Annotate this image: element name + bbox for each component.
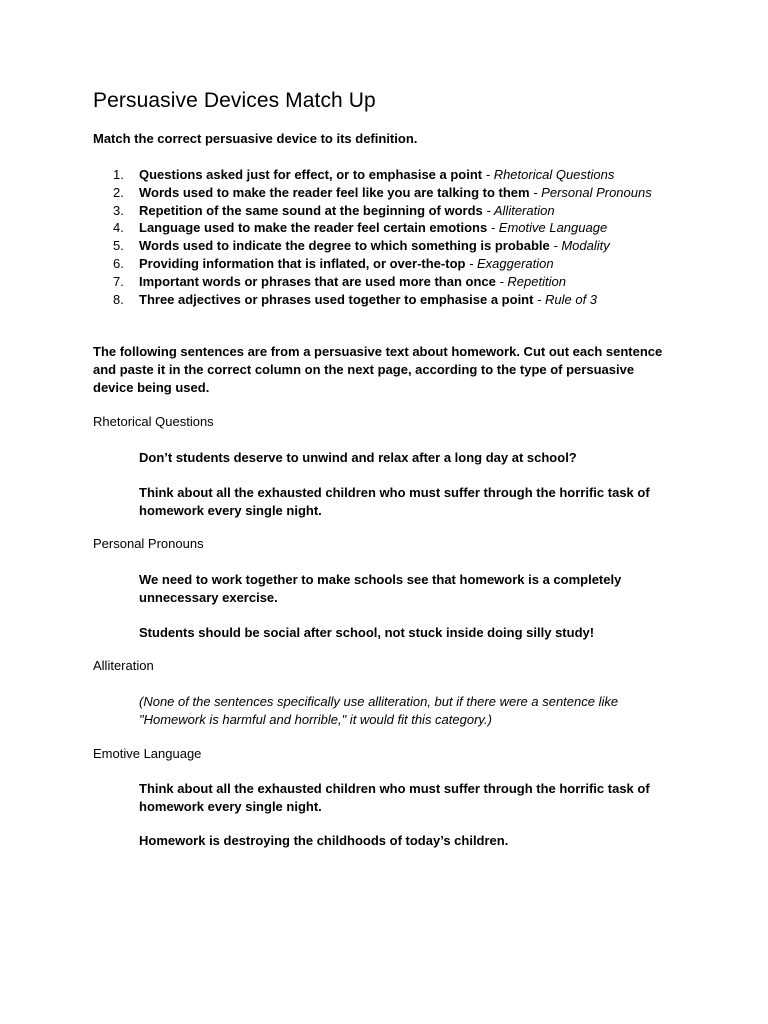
device-list (113, 166, 673, 308)
item-number: 5. (113, 238, 124, 254)
sentence-emotive-2: Homework is destroying the childhoods of today’s children. (139, 833, 509, 848)
cut-paste-instructions: The following sentences are from a persuasive text about homework. Cut out each sentence and paste it in the correct column on the next page, according to the type of persuasive device being used. (93, 344, 663, 395)
item-definition: Questions asked just for effect, or to emphasise a point (139, 167, 483, 182)
list-item (113, 255, 673, 273)
list-item (113, 184, 673, 202)
item-definition: Providing information that is inflated, or over-the-top (139, 255, 466, 271)
item-definition: Repetition of the same sound at the beginning of words (139, 202, 483, 218)
item-device: - Modality (549, 238, 610, 254)
item-device: - Emotive Language (487, 220, 608, 236)
list-item (113, 219, 673, 237)
page-title: Persuasive Devices Match Up (93, 89, 376, 112)
section-heading-rhetorical: Rhetorical Questions (93, 414, 214, 429)
item-number: 2. (113, 184, 124, 200)
list-item (113, 166, 673, 184)
item-device: - Rhetorical Questions (482, 167, 615, 182)
list-item (113, 273, 673, 291)
sentence-pronouns-1: We need to work together to make schools see that homework is a completely unnecessary exercise. (139, 572, 622, 605)
list-item (113, 237, 673, 255)
sentence-rhetorical-1: Don’t students deserve to unwind and relax after a long day at school? (139, 450, 577, 465)
item-number: 8. (113, 291, 124, 307)
item-definition: Words used to indicate the degree to which something is probable (139, 238, 550, 254)
item-device: - Exaggeration (465, 255, 554, 271)
item-device: - Personal Pronouns (529, 184, 652, 200)
item-device: - Alliteration (482, 202, 555, 218)
sentence-pronouns-2: Students should be social after school, not stuck inside doing silly study! (139, 625, 595, 640)
item-device: - Repetition (495, 273, 566, 289)
item-definition: Three adjectives or phrases used together to emphasise a point (139, 291, 534, 307)
item-definition: Words used to make the reader feel like you are talking to them (139, 184, 530, 200)
item-number: 6. (113, 255, 124, 271)
intro-instruction: Match the correct persuasive device to its definition. (93, 131, 418, 146)
section-heading-alliteration: Alliteration (93, 658, 154, 673)
section-heading-pronouns: Personal Pronouns (93, 536, 204, 551)
item-definition: Language used to make the reader feel certain emotions (139, 220, 488, 236)
item-definition: Important words or phrases that are used more than once (139, 273, 496, 289)
item-number: 3. (113, 202, 124, 218)
alliteration-note: (None of the sentences specifically use alliteration, but if there were a sentence like "Homework is harmful and horrible," it would fit this category.) (139, 694, 619, 727)
item-number: 4. (113, 220, 124, 236)
item-number: 7. (113, 273, 124, 289)
item-device: - Rule of 3 (533, 291, 598, 307)
list-item (113, 291, 673, 309)
item-number: 1. (113, 167, 124, 182)
sentence-rhetorical-2: Think about all the exhausted children who must suffer through the horrific task of homework every single night. (139, 485, 650, 518)
section-heading-emotive: Emotive Language (93, 746, 202, 761)
sentence-emotive-1: Think about all the exhausted children who must suffer through the horrific task of homework every single night. (139, 781, 650, 814)
list-item (113, 202, 673, 220)
